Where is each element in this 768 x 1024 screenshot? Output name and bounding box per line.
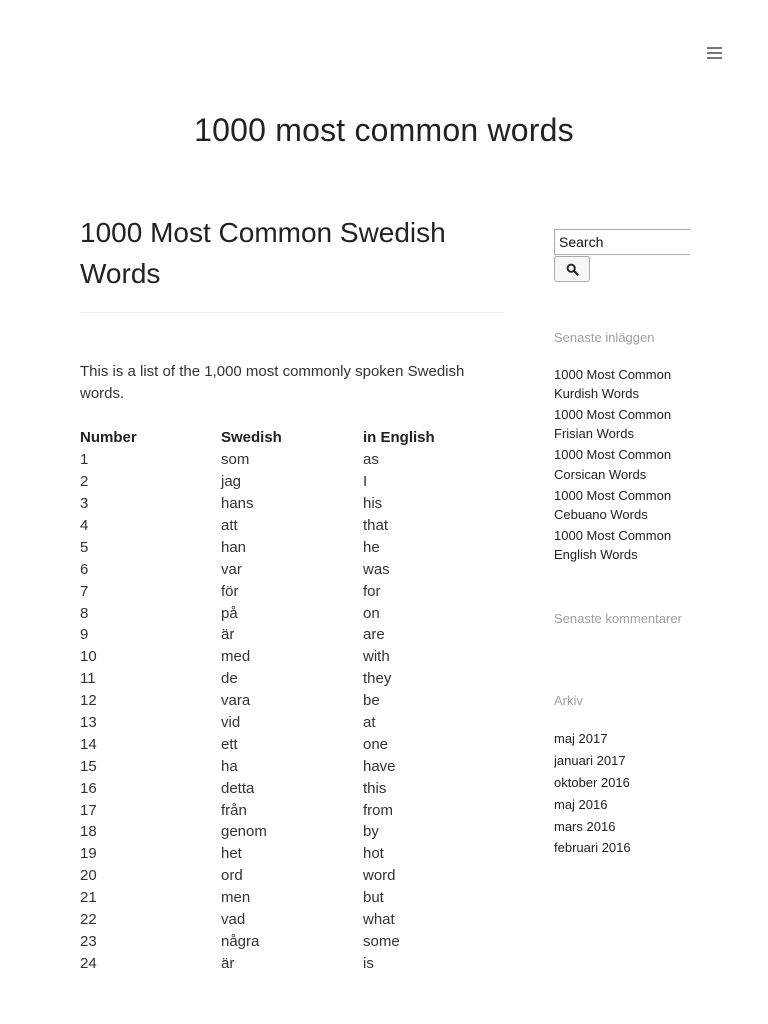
recent-post-link[interactable]: 1000 Most Common Corsican Words bbox=[554, 447, 672, 482]
word-english: his bbox=[363, 495, 383, 513]
archive-link[interactable]: maj 2017 bbox=[554, 731, 608, 747]
word-swedish: att bbox=[221, 517, 238, 534]
word-swedish: ord bbox=[221, 867, 243, 885]
list-item bbox=[554, 365, 690, 404]
word-swedish: på bbox=[221, 604, 238, 622]
word-english: with bbox=[363, 648, 390, 666]
word-number: 5 bbox=[80, 538, 89, 556]
recent-comments-title: Senaste kommentarer bbox=[554, 611, 682, 627]
word-number: 23 bbox=[80, 932, 97, 950]
table-row bbox=[80, 690, 504, 712]
recent-post-link[interactable]: 1000 Most Common Frisian Words bbox=[554, 407, 672, 442]
word-swedish: het bbox=[221, 845, 242, 863]
word-number: 13 bbox=[80, 714, 97, 732]
word-english: by bbox=[363, 823, 379, 841]
hamburger-menu-icon bbox=[707, 57, 722, 59]
word-english: I bbox=[363, 473, 368, 491]
menu-toggle-button[interactable] bbox=[704, 44, 724, 62]
table-row bbox=[80, 515, 504, 537]
archive-title: Arkiv bbox=[554, 693, 583, 709]
table-row bbox=[80, 755, 504, 777]
table-row bbox=[80, 865, 504, 887]
word-english: that bbox=[363, 517, 389, 534]
table-row bbox=[80, 887, 504, 909]
word-number: 16 bbox=[80, 779, 97, 797]
table-row bbox=[80, 449, 504, 471]
header-swedish: Swedish bbox=[221, 429, 282, 447]
word-english: some bbox=[363, 932, 400, 950]
table-row bbox=[80, 602, 504, 624]
search-button[interactable] bbox=[554, 256, 590, 282]
word-number: 3 bbox=[80, 495, 89, 513]
word-english: have bbox=[363, 757, 396, 775]
word-swedish: jag bbox=[221, 473, 242, 491]
word-number: 18 bbox=[80, 823, 97, 841]
word-english: on bbox=[363, 604, 380, 622]
header-english: in English bbox=[363, 429, 435, 447]
table-row bbox=[80, 471, 504, 493]
word-english: they bbox=[363, 670, 392, 688]
table-header-row bbox=[80, 427, 504, 449]
word-number: 4 bbox=[80, 517, 89, 534]
search-input[interactable] bbox=[554, 229, 690, 255]
word-swedish: är bbox=[221, 954, 235, 972]
list-item bbox=[554, 526, 690, 565]
table-row bbox=[80, 909, 504, 931]
archive-link[interactable]: januari 2017 bbox=[554, 753, 626, 769]
sidebar bbox=[554, 229, 690, 859]
header-number: Number bbox=[80, 429, 137, 447]
list-item bbox=[554, 772, 690, 794]
word-number: 15 bbox=[80, 757, 97, 775]
word-swedish: är bbox=[221, 626, 235, 644]
word-english: word bbox=[363, 867, 396, 885]
word-english: but bbox=[363, 889, 384, 907]
archive-link[interactable]: maj 2016 bbox=[554, 796, 608, 812]
word-swedish: de bbox=[221, 670, 238, 688]
recent-post-link[interactable]: 1000 Most Common Kurdish Words bbox=[554, 367, 672, 402]
words-table-body bbox=[80, 449, 504, 974]
word-swedish: genom bbox=[221, 823, 267, 841]
list-item bbox=[554, 750, 690, 772]
word-english: this bbox=[363, 779, 387, 797]
word-number: 12 bbox=[80, 692, 97, 710]
table-row bbox=[80, 493, 504, 515]
word-english: from bbox=[363, 801, 393, 819]
recent-posts-list bbox=[554, 365, 690, 564]
word-swedish: hans bbox=[221, 495, 254, 513]
archive-link[interactable]: februari 2016 bbox=[554, 840, 631, 856]
post-title: 1000 Most Common Swedish Words bbox=[80, 217, 446, 289]
title-divider bbox=[80, 312, 504, 313]
main-content bbox=[80, 212, 504, 974]
word-swedish: vad bbox=[221, 911, 246, 929]
words-table bbox=[80, 427, 504, 974]
word-english: what bbox=[363, 911, 395, 929]
search-icon bbox=[566, 263, 579, 276]
table-row bbox=[80, 646, 504, 668]
word-swedish: men bbox=[221, 889, 251, 907]
hamburger-menu-icon bbox=[707, 52, 722, 54]
word-swedish: ha bbox=[221, 757, 238, 775]
word-swedish: vid bbox=[221, 714, 241, 732]
word-english: is bbox=[363, 954, 374, 972]
recent-posts-title: Senaste inläggen bbox=[554, 330, 655, 345]
table-row bbox=[80, 930, 504, 952]
archive-list bbox=[554, 728, 690, 859]
table-row bbox=[80, 733, 504, 755]
list-item bbox=[554, 837, 690, 859]
word-number: 22 bbox=[80, 911, 97, 929]
word-swedish: han bbox=[221, 538, 247, 556]
word-number: 17 bbox=[80, 801, 97, 819]
table-row bbox=[80, 952, 504, 974]
word-swedish: för bbox=[221, 582, 239, 600]
word-english: one bbox=[363, 735, 389, 753]
table-row bbox=[80, 799, 504, 821]
archive-link[interactable]: mars 2016 bbox=[554, 818, 616, 834]
word-english: for bbox=[363, 582, 381, 600]
word-number: 20 bbox=[80, 867, 97, 885]
table-row bbox=[80, 843, 504, 865]
word-swedish: detta bbox=[221, 779, 255, 797]
archive-link[interactable]: oktober 2016 bbox=[554, 774, 630, 790]
word-english: hot bbox=[363, 845, 384, 863]
word-number: 9 bbox=[80, 626, 89, 644]
word-number: 14 bbox=[80, 735, 97, 753]
word-number: 24 bbox=[80, 954, 97, 972]
word-english: he bbox=[363, 538, 380, 556]
table-row bbox=[80, 668, 504, 690]
table-row bbox=[80, 580, 504, 602]
word-number: 11 bbox=[80, 670, 96, 688]
table-row bbox=[80, 712, 504, 734]
hamburger-menu-icon bbox=[707, 47, 722, 49]
word-number: 21 bbox=[80, 889, 97, 907]
table-row bbox=[80, 777, 504, 799]
word-swedish: från bbox=[221, 801, 247, 819]
word-swedish: med bbox=[221, 648, 251, 666]
post-intro: This is a list of the 1,000 most commonly spoken Swedish words. bbox=[80, 363, 465, 402]
word-number: 10 bbox=[80, 648, 97, 666]
table-row bbox=[80, 558, 504, 580]
table-row bbox=[80, 624, 504, 646]
word-number: 8 bbox=[80, 604, 89, 622]
word-english: are bbox=[363, 626, 385, 644]
list-item bbox=[554, 728, 690, 750]
word-swedish: var bbox=[221, 560, 242, 578]
word-number: 2 bbox=[80, 473, 89, 491]
list-item bbox=[554, 405, 690, 444]
word-english: as bbox=[363, 451, 379, 469]
recent-post-link[interactable]: 1000 Most Common English Words bbox=[554, 527, 672, 563]
word-swedish: som bbox=[221, 451, 250, 469]
recent-post-link[interactable]: 1000 Most Common Cebuano Words bbox=[554, 487, 672, 522]
word-number: 1 bbox=[80, 451, 89, 469]
word-number: 6 bbox=[80, 560, 89, 578]
table-row bbox=[80, 536, 504, 558]
list-item bbox=[554, 794, 690, 816]
site-title[interactable]: 1000 most common words bbox=[194, 112, 574, 148]
word-swedish: ett bbox=[221, 735, 238, 753]
word-swedish: vara bbox=[221, 692, 251, 710]
list-item bbox=[554, 816, 690, 838]
word-swedish: några bbox=[221, 932, 260, 950]
word-english: be bbox=[363, 692, 380, 710]
word-english: was bbox=[363, 560, 390, 578]
list-item bbox=[554, 445, 690, 484]
word-english: at bbox=[363, 714, 376, 732]
list-item bbox=[554, 486, 690, 525]
word-number: 7 bbox=[80, 582, 89, 600]
table-row bbox=[80, 821, 504, 843]
word-number: 19 bbox=[80, 845, 97, 863]
